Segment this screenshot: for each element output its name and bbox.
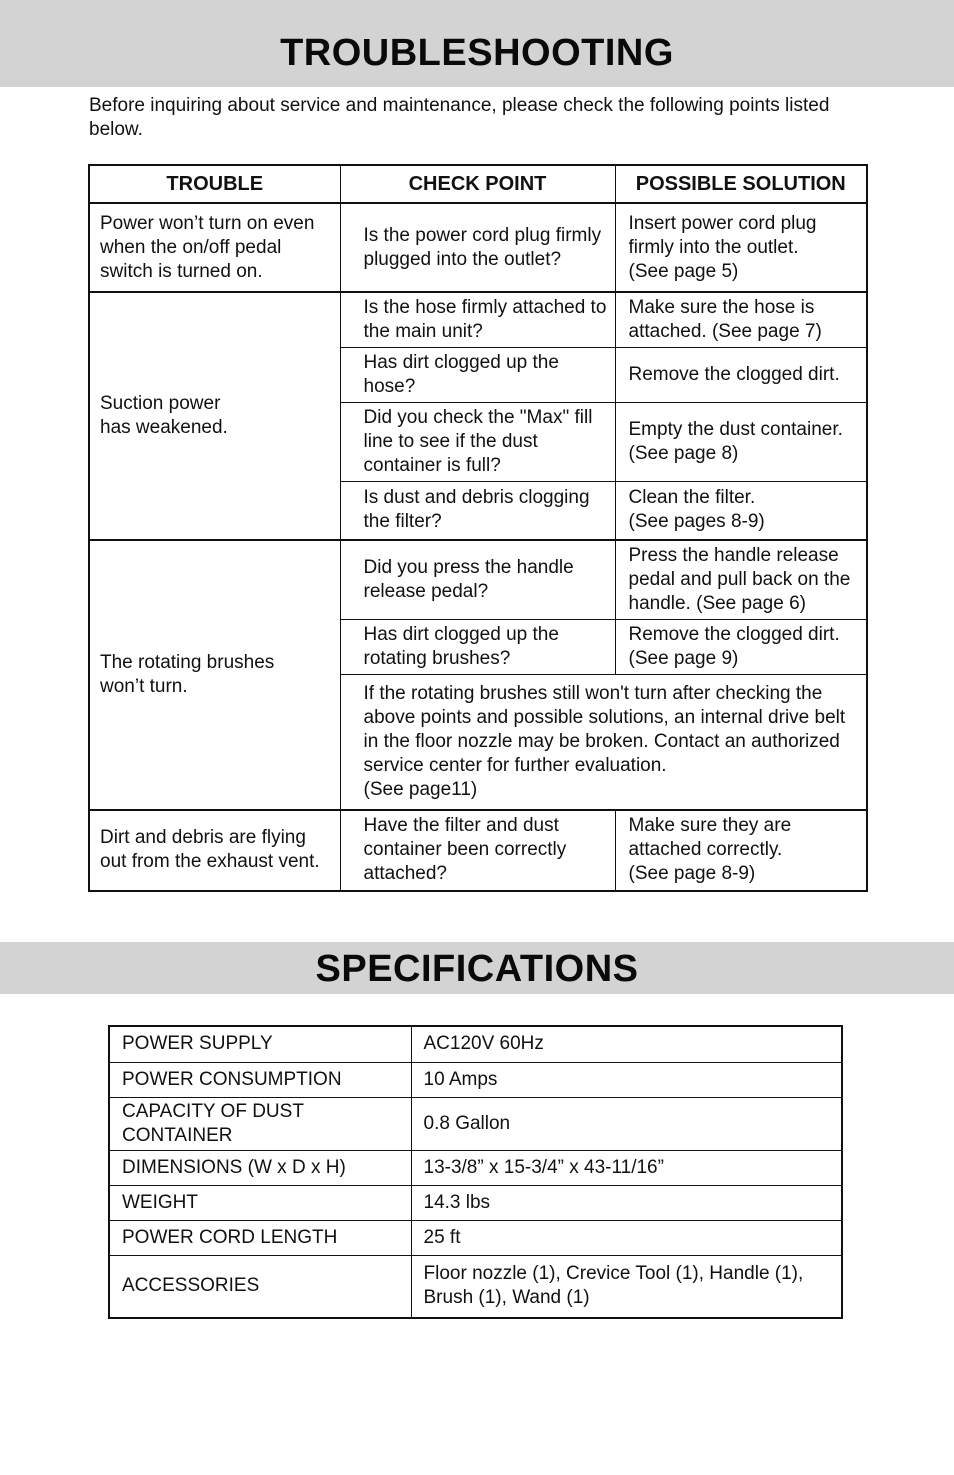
spec-row xyxy=(109,1220,842,1255)
spec-label: POWER CORD LENGTH xyxy=(109,1220,411,1255)
solution-cell: Make sure they are attached correctly. (See page 8-9) xyxy=(615,810,867,891)
trouble-cell: Suction power has weakened. xyxy=(89,292,340,540)
table-row xyxy=(89,203,867,292)
spec-row xyxy=(109,1026,842,1062)
spec-label: ACCESSORIES xyxy=(109,1255,411,1318)
troubleshooting-intro: Before inquiring about service and maintenance, please check the following points listed below. xyxy=(89,95,830,140)
trouble-cell: The rotating brushes won’t turn. xyxy=(89,540,340,810)
specifications-table xyxy=(108,1025,843,1319)
solution-cell: Clean the filter. (See pages 8-9) xyxy=(615,482,867,540)
solution-cell: Empty the dust container. (See page 8) xyxy=(615,403,867,482)
header-check-point: CHECK POINT xyxy=(340,165,615,203)
check-point-cell: Has dirt clogged up the rotating brushes? xyxy=(340,620,615,675)
solution-cell: Press the handle release pedal and pull back on the handle. (See page 6) xyxy=(615,540,867,620)
spec-label: POWER CONSUMPTION xyxy=(109,1062,411,1097)
spec-row xyxy=(109,1150,842,1185)
header-possible-solution: POSSIBLE SOLUTION xyxy=(615,165,867,203)
spec-label: POWER SUPPLY xyxy=(109,1026,411,1062)
trouble-cell: Dirt and debris are flying out from the exhaust vent. xyxy=(89,810,340,891)
troubleshooting-title: TROUBLESHOOTING xyxy=(0,0,954,87)
spec-value: 0.8 Gallon xyxy=(411,1097,842,1150)
solution-text: Insert power cord plug firmly into the outlet. (See page 5) xyxy=(628,212,817,282)
check-point-cell: Is dust and debris clogging the filter? xyxy=(340,482,615,540)
table-row xyxy=(89,810,867,891)
check-point-cell: Did you press the handle release pedal? xyxy=(340,540,615,620)
troubleshooting-header-row xyxy=(89,165,867,203)
spec-row xyxy=(109,1255,842,1318)
spec-value: Floor nozzle (1), Crevice Tool (1), Handle (1), Brush (1), Wand (1) xyxy=(411,1255,842,1318)
spec-value: 14.3 lbs xyxy=(411,1185,842,1220)
solution-cell: Remove the clogged dirt. xyxy=(615,348,867,403)
check-point-cell: Is the power cord plug firmly plugged into the outlet? xyxy=(340,203,615,292)
spec-label: WEIGHT xyxy=(109,1185,411,1220)
spec-value: AC120V 60Hz xyxy=(411,1026,842,1062)
trouble-cell: Power won’t turn on even when the on/off pedal switch is turned on. xyxy=(89,203,340,292)
spec-value: 13-3/8” x 15-3/4” x 43-11/16” xyxy=(411,1150,842,1185)
spec-row xyxy=(109,1062,842,1097)
spec-value: 25 ft xyxy=(411,1220,842,1255)
spec-label: DIMENSIONS (W x D x H) xyxy=(109,1150,411,1185)
spec-row xyxy=(109,1097,842,1150)
troubleshooting-table xyxy=(88,164,868,892)
specifications-title: SPECIFICATIONS xyxy=(0,942,954,994)
check-point-cell: Is the hose firmly attached to the main unit? xyxy=(340,292,615,348)
spec-label: CAPACITY OF DUST CONTAINER xyxy=(109,1097,411,1150)
header-trouble: TROUBLE xyxy=(89,165,340,203)
spec-value: 10 Amps xyxy=(411,1062,842,1097)
spec-row xyxy=(109,1185,842,1220)
check-point-cell: Has dirt clogged up the hose? xyxy=(340,348,615,403)
solution-cell: Remove the clogged dirt. (See page 9) xyxy=(615,620,867,675)
solution-cell: Make sure the hose is attached. (See page 7) xyxy=(615,292,867,348)
solution-cell xyxy=(615,203,867,292)
table-row xyxy=(89,540,867,620)
check-point-cell: Have the filter and dust container been correctly attached? xyxy=(340,810,615,891)
note-cell: If the rotating brushes still won't turn after checking the above points and possible solutions, an internal drive belt in the floor nozzle may be broken. Contact an authorized service center for further evaluation. (See page11) xyxy=(340,675,867,810)
table-row xyxy=(89,292,867,348)
check-point-cell: Did you check the "Max" fill line to see if the dust container is full? xyxy=(340,403,615,482)
